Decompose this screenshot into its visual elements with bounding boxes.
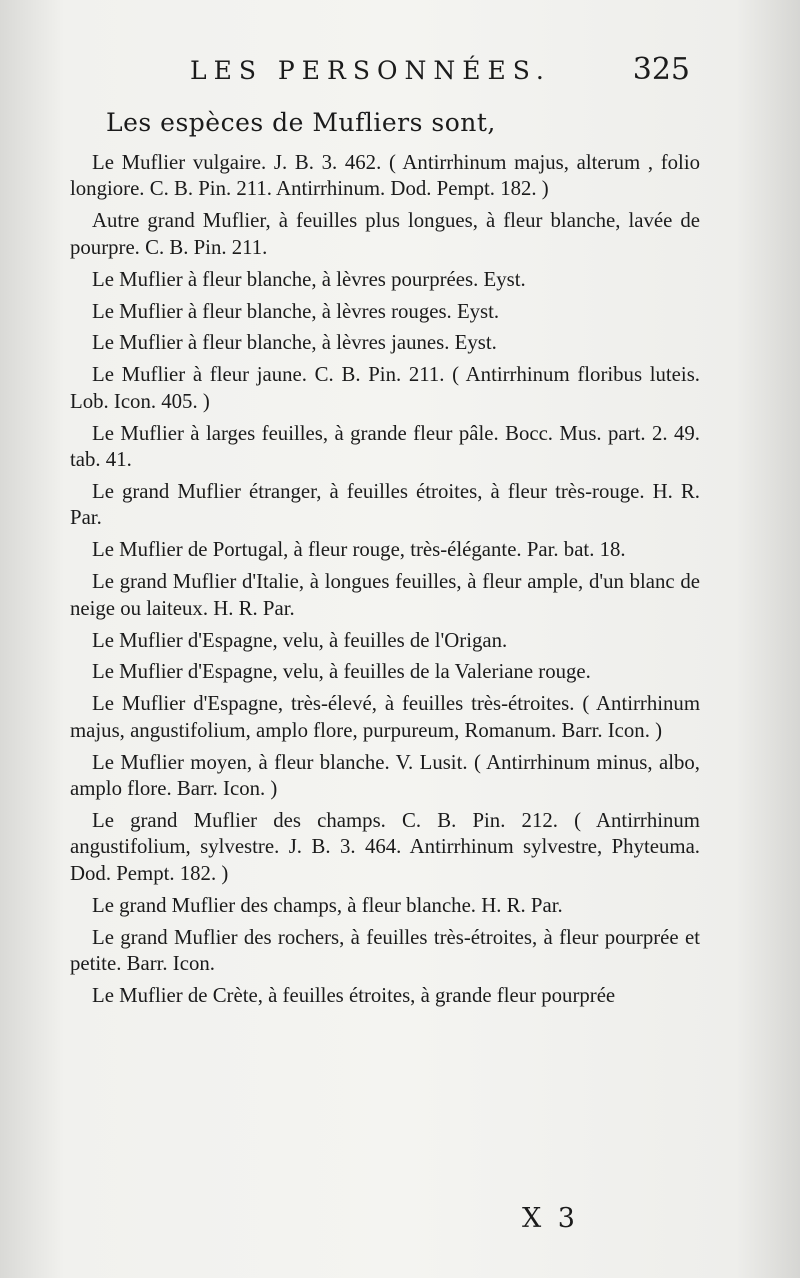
signature-mark: X 3 [522, 1203, 579, 1234]
species-list [70, 150, 700, 1015]
list-item: Le grand Muflier d'Italie, à longues feuilles, à fleur ample, d'un blanc de neige ou laiteux. H. R. Par. [70, 570, 700, 620]
list-item: Autre grand Muflier, à feuilles plus longues, à fleur blanche, lavée de pourpre. C. B. Pin. 211. [70, 209, 700, 259]
list-item: Le grand Muflier des rochers, à feuilles très-étroites, à fleur pourprée et petite. Barr. Icon. [70, 925, 700, 975]
list-item: Le Muflier moyen, à fleur blanche. V. Lusit. ( Antirrhinum minus, albo, amplo flore. Barr. Icon. ) [70, 750, 700, 801]
list-item: Le Muflier à fleur blanche, à lèvres jaunes. Eyst. [92, 331, 497, 355]
list-item: Le Muflier d'Espagne, très-élevé, à feuilles très-étroites. ( Antirrhinum majus, angustifolium, amplo flore, purpureum, Romanum. Barr. Icon. ) [70, 692, 700, 742]
list-item: Le Muflier à larges feuilles, à grande fleur pâle. Bocc. Mus. part. 2. 49. tab. 41. [70, 421, 700, 472]
list-item: Le Muflier de Crète, à feuilles étroites, à grande fleur pourprée [92, 983, 616, 1007]
running-head: LES PERSONNÉES. [190, 56, 551, 85]
list-item: Le Muflier vulgaire. J. B. 3. 462. ( Antirrhinum majus, alterum , folio longiore. C. B. Pin. 211. Antirrhinum. Dod. Pempt. 182. ) [70, 151, 700, 201]
list-item: Le grand Muflier des champs. C. B. Pin. 212. ( Antirrhinum angustifolium, sylvestre. J. B. 3. 464. Antirrhinum sylvestre, Phyteuma. Dod. Pempt. 182. ) [70, 808, 700, 885]
section-heading: Les espèces de Mufliers sont, [106, 108, 496, 137]
list-item: Le Muflier de Portugal, à fleur rouge, très-élégante. Par. bat. 18. [92, 538, 626, 562]
list-item: Le Muflier d'Espagne, velu, à feuilles de la Valeriane rouge. [92, 660, 591, 684]
list-item: Le Muflier d'Espagne, velu, à feuilles de l'Origan. [92, 628, 508, 652]
list-item: Le Muflier à fleur blanche, à lèvres pourprées. Eyst. [92, 267, 526, 291]
list-item: Le grand Muflier des champs, à fleur blanche. H. R. Par. [92, 893, 563, 917]
page-header [190, 52, 690, 92]
list-item: Le Muflier à fleur blanche, à lèvres rouges. Eyst. [92, 299, 500, 323]
list-item: Le Muflier à fleur jaune. C. B. Pin. 211. ( Antirrhinum floribus luteis. Lob. Icon. 405. ) [70, 363, 700, 413]
list-item: Le grand Muflier étranger, à feuilles étroites, à fleur très-rouge. H. R. Par. [70, 479, 700, 530]
page-number: 325 [632, 52, 690, 87]
